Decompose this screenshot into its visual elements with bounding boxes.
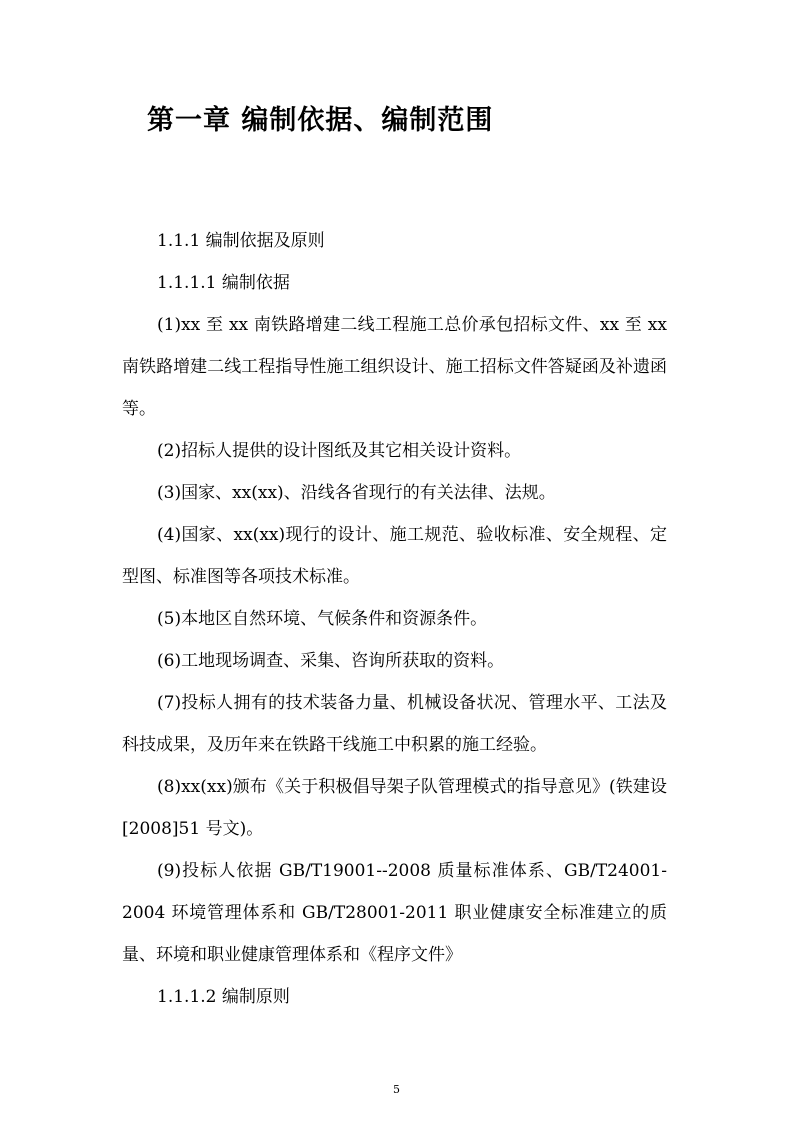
paragraph-basis-3: (3)国家、xx(xx)、沿线各省现行的有关法律、法规。: [157, 483, 556, 503]
section-heading-1-1-1-2: 1.1.1.2 编制原则: [157, 987, 290, 1007]
body-text: [122, 220, 667, 1018]
section-heading-1-1-1: 1.1.1 编制依据及原则: [157, 231, 325, 251]
chapter-title: 第一章 编制依据、编制范围: [147, 105, 494, 136]
paragraph-basis-8: (8)xx(xx)颁布《关于积极倡导架子队管理模式的指导意见》(铁建设[2008]51 号文)。: [122, 777, 667, 839]
section-heading-1-1-1-1: 1.1.1.1 编制依据: [157, 273, 290, 293]
paragraph-basis-4: (4)国家、xx(xx)现行的设计、施工规范、验收标准、安全规程、定型图、标准图等各项技术标准。: [122, 525, 667, 587]
paragraph-basis-5: (5)本地区自然环境、气候条件和资源条件。: [157, 609, 488, 629]
paragraph-basis-2: (2)招标人提供的设计图纸及其它相关设计资料。: [157, 441, 522, 461]
page-number: 5: [393, 1083, 400, 1096]
paragraph-basis-1: (1)xx 至 xx 南铁路增建二线工程施工总价承包招标文件、xx 至 xx 南铁路增建二线工程指导性施工组织设计、施工招标文件答疑函及补遗函等。: [122, 315, 667, 419]
paragraph-basis-9: (9)投标人依据 GB/T19001--2008 质量标准体系、GB/T24001-2004 环境管理体系和 GB/T28001-2011 职业健康安全标准建立的质量、环境和职业健康管理体系和《程序文件》: [122, 861, 667, 965]
paragraph-basis-6: (6)工地现场调查、采集、咨询所获取的资料。: [157, 651, 505, 671]
paragraph-basis-7: (7)投标人拥有的技术装备力量、机械设备状况、管理水平、工法及科技成果，及历年来在铁路干线施工中积累的施工经验。: [122, 693, 667, 755]
